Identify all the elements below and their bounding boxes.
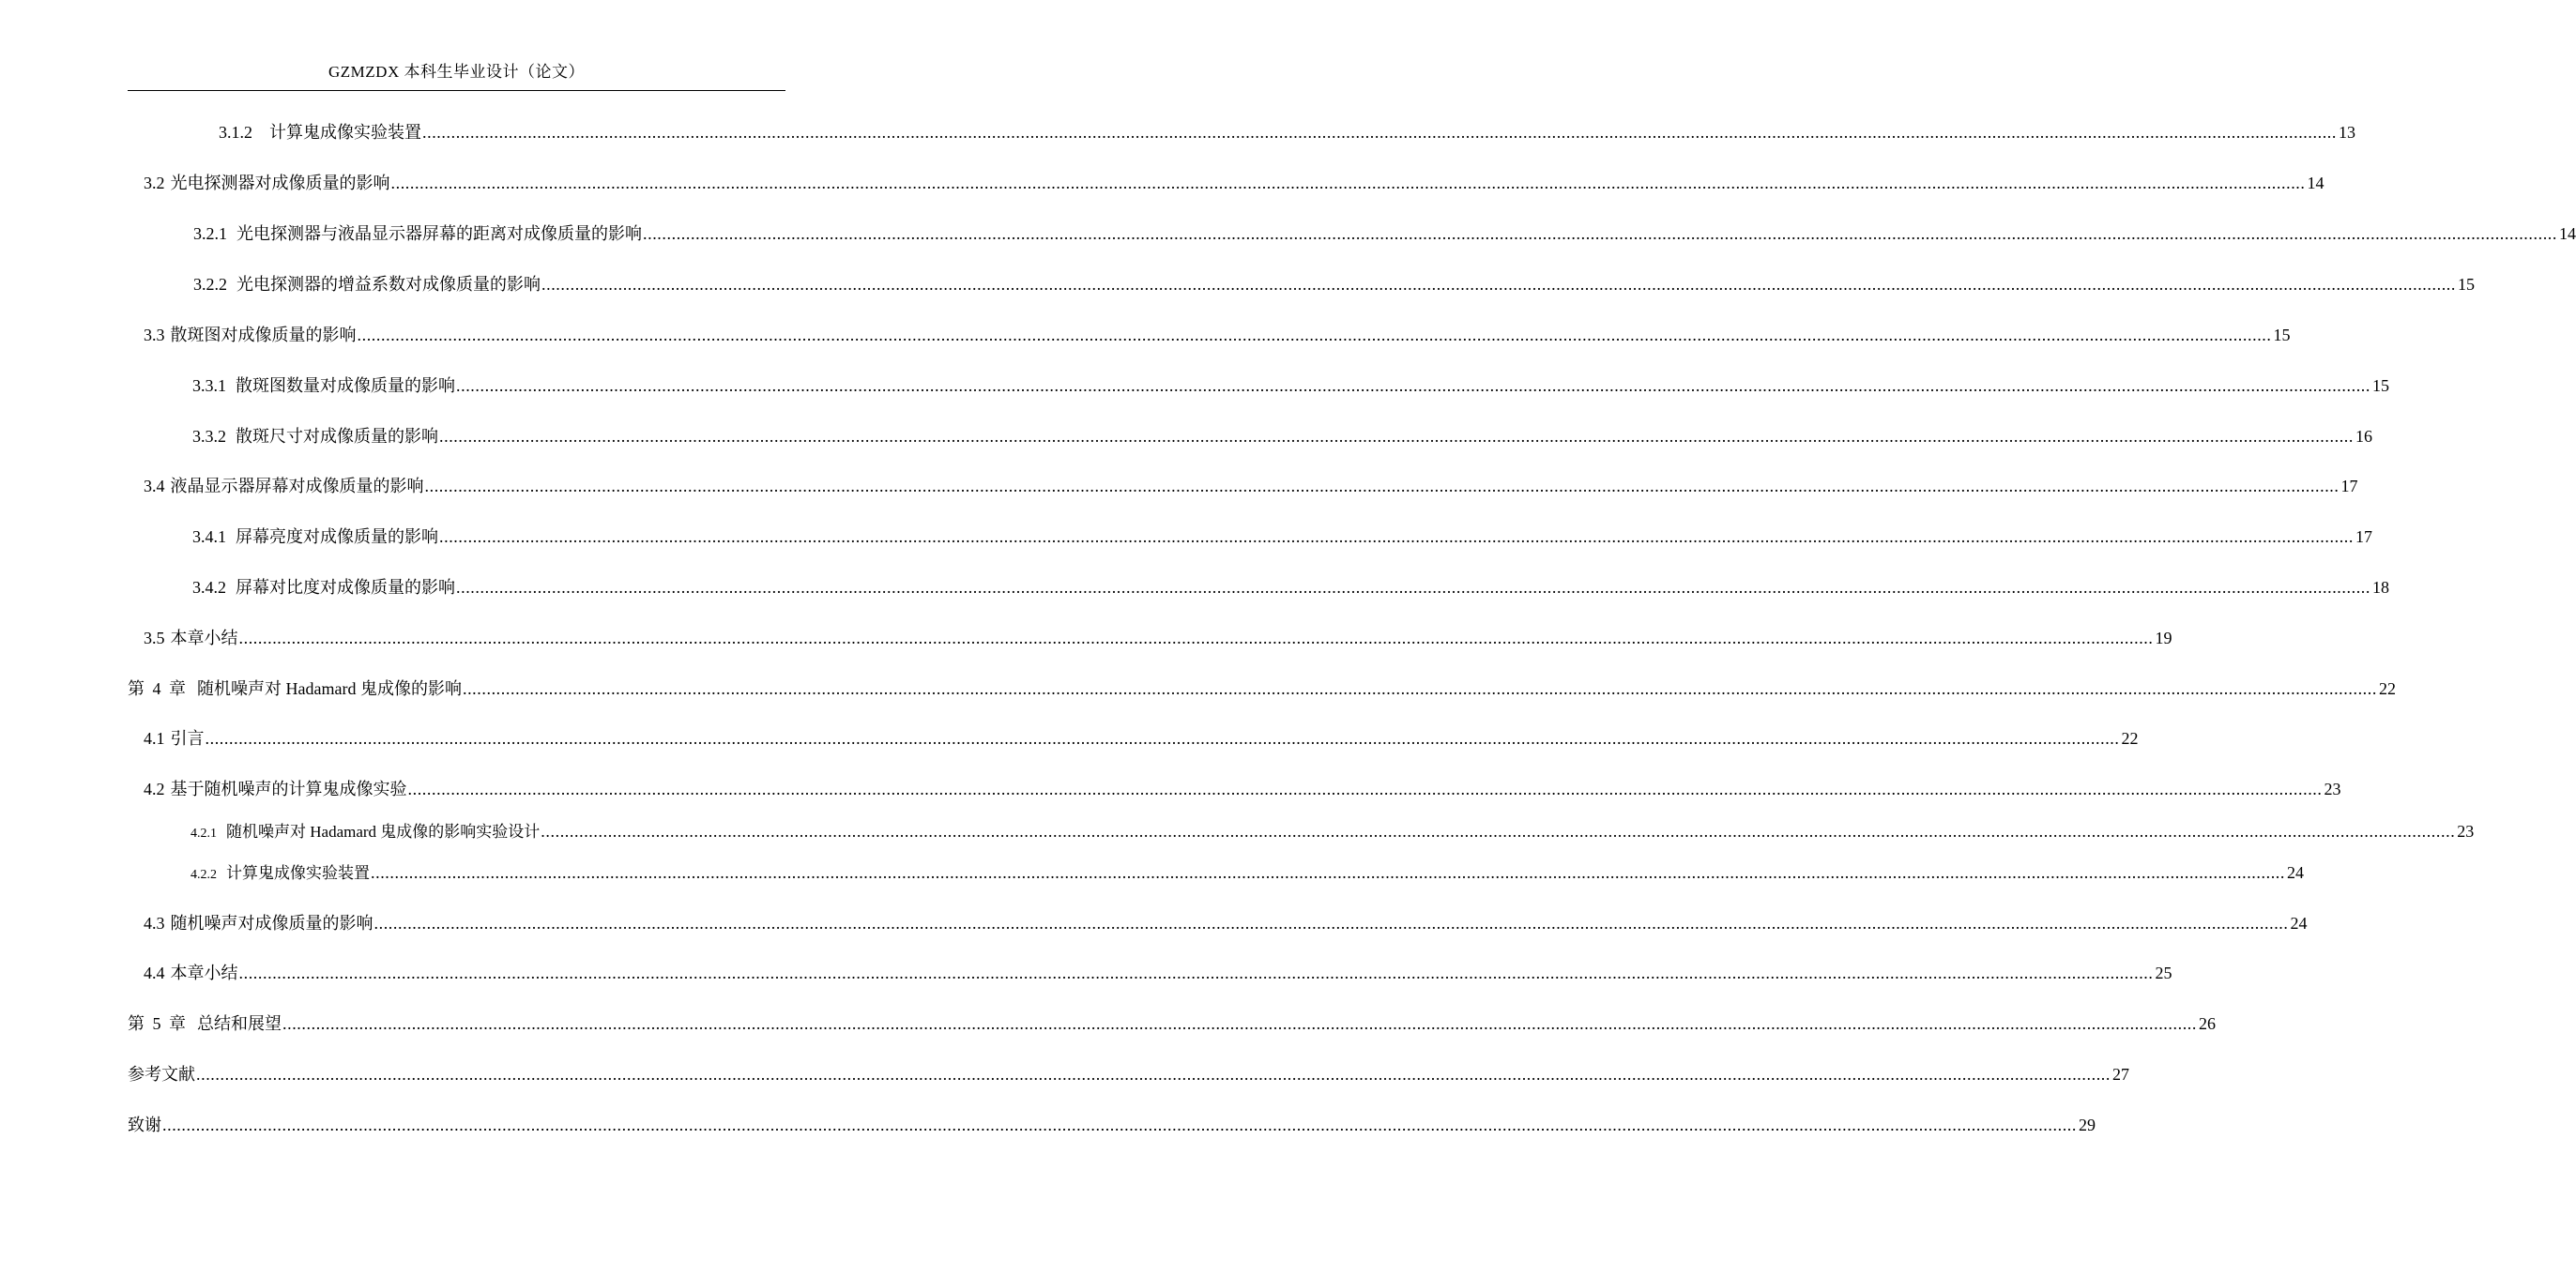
toc-entry-3-4-1[interactable] bbox=[192, 524, 2372, 549]
dot-leader: ................................................................................................................................................................................................................................................................................................................................................................................................................ bbox=[422, 123, 2337, 142]
entry-number: 3.4.2 bbox=[192, 578, 226, 597]
entry-number: 3.2.2 bbox=[193, 275, 227, 294]
entry-title: 致谢 bbox=[128, 1116, 161, 1134]
dot-leader: ................................................................................................................................................................................................................................................................................................................................................................................................................ bbox=[371, 863, 2285, 882]
toc-entry-3-3-1[interactable] bbox=[192, 373, 2389, 398]
dot-leader: ................................................................................................................................................................................................................................................................................................................................................................................................................ bbox=[407, 780, 2323, 798]
entry-page-number: 22 bbox=[2378, 679, 2396, 698]
entry-number: 第 5 章 bbox=[128, 1014, 186, 1033]
entry-page-number: 24 bbox=[2290, 914, 2308, 933]
dot-leader: ................................................................................................................................................................................................................................................................................................................................................................................................................ bbox=[439, 527, 2354, 546]
entry-page-number: 24 bbox=[2287, 863, 2304, 882]
entry-title: 屏幕对比度对成像质量的影响 bbox=[236, 578, 455, 597]
dot-leader: ................................................................................................................................................................................................................................................................................................................................................................................................................ bbox=[439, 427, 2354, 446]
entry-title: 散斑图对成像质量的影响 bbox=[170, 326, 357, 344]
toc-entry-chapter-4[interactable] bbox=[128, 676, 2396, 701]
entry-title: 本章小结 bbox=[170, 964, 238, 982]
toc-entry-3-2[interactable] bbox=[144, 171, 2324, 195]
toc-entry-acknowledgements[interactable] bbox=[128, 1113, 2096, 1137]
entry-page-number: 15 bbox=[2273, 326, 2291, 344]
entry-title: 计算鬼成像实验装置 bbox=[226, 864, 370, 882]
entry-title: 随机噪声对成像质量的影响 bbox=[170, 914, 373, 933]
dot-leader: ................................................................................................................................................................................................................................................................................................................................................................................................................ bbox=[162, 1116, 2077, 1134]
toc-entry-4-1[interactable] bbox=[144, 726, 2139, 751]
entry-page-number: 22 bbox=[2121, 729, 2139, 748]
toc-entry-3-3-2[interactable] bbox=[192, 424, 2372, 448]
entry-title: 液晶显示器屏幕对成像质量的影响 bbox=[170, 477, 424, 495]
entry-page-number: 26 bbox=[2199, 1014, 2216, 1033]
toc-entry-references[interactable] bbox=[128, 1062, 2129, 1086]
entry-title: 光电探测器对成像质量的影响 bbox=[170, 174, 390, 192]
entry-page-number: 17 bbox=[2355, 527, 2372, 546]
toc-entry-3-1-2[interactable] bbox=[219, 120, 2355, 144]
page-header: GZMZDX 本科生毕业设计（论文） bbox=[328, 63, 585, 81]
entry-page-number: 23 bbox=[2457, 822, 2475, 841]
dot-leader: ................................................................................................................................................................................................................................................................................................................................................................................................................ bbox=[462, 679, 2377, 698]
dot-leader: ................................................................................................................................................................................................................................................................................................................................................................................................................ bbox=[373, 914, 2289, 933]
dot-leader: ................................................................................................................................................................................................................................................................................................................................................................................................................ bbox=[541, 275, 2456, 294]
entry-number: 3.2.1 bbox=[193, 224, 227, 243]
dot-leader: ................................................................................................................................................................................................................................................................................................................................................................................................................ bbox=[205, 729, 2120, 748]
toc-entry-4-2-1[interactable] bbox=[191, 819, 2475, 843]
entry-title: 散斑尺寸对成像质量的影响 bbox=[236, 427, 438, 446]
entry-page-number: 14 bbox=[2559, 224, 2576, 243]
toc-entry-3-3[interactable] bbox=[144, 323, 2291, 347]
entry-title: 参考文献 bbox=[128, 1065, 195, 1084]
entry-number: 3.2 bbox=[144, 174, 165, 192]
toc-entry-4-4[interactable] bbox=[144, 961, 2172, 985]
entry-title: 散斑图数量对成像质量的影响 bbox=[236, 376, 455, 395]
dot-leader: ................................................................................................................................................................................................................................................................................................................................................................................................................ bbox=[238, 964, 2154, 982]
entry-page-number: 14 bbox=[2307, 174, 2324, 192]
entry-number: 3.1.2 bbox=[219, 123, 252, 142]
entry-title: 引言 bbox=[170, 729, 205, 748]
entry-page-number: 27 bbox=[2112, 1065, 2129, 1084]
entry-number: 4.4 bbox=[144, 964, 165, 982]
entry-number: 3.4 bbox=[144, 477, 165, 495]
entry-page-number: 15 bbox=[2372, 376, 2389, 395]
toc-entry-3-4-2[interactable] bbox=[192, 575, 2389, 600]
entry-title: 总结和展望 bbox=[197, 1014, 282, 1033]
toc-entry-3-2-1[interactable] bbox=[193, 221, 2576, 246]
toc-entry-3-4[interactable] bbox=[144, 474, 2358, 498]
dot-leader: ................................................................................................................................................................................................................................................................................................................................................................................................................ bbox=[282, 1014, 2197, 1033]
dot-leader: ................................................................................................................................................................................................................................................................................................................................................................................................................ bbox=[357, 326, 2272, 344]
entry-number: 3.3.2 bbox=[192, 427, 226, 446]
entry-page-number: 17 bbox=[2340, 477, 2358, 495]
entry-number: 3.5 bbox=[144, 629, 165, 647]
entry-title: 随机噪声对 Hadamard 鬼成像的影响实验设计 bbox=[226, 823, 541, 841]
dot-leader: ................................................................................................................................................................................................................................................................................................................................................................................................................ bbox=[456, 376, 2370, 395]
entry-number: 3.3 bbox=[144, 326, 165, 344]
entry-title: 屏幕亮度对成像质量的影响 bbox=[236, 527, 438, 546]
toc-entry-4-3[interactable] bbox=[144, 911, 2308, 935]
entry-page-number: 18 bbox=[2372, 578, 2389, 597]
toc-entry-chapter-5[interactable] bbox=[128, 1011, 2216, 1036]
entry-page-number: 19 bbox=[2155, 629, 2172, 647]
dot-leader: ................................................................................................................................................................................................................................................................................................................................................................................................................ bbox=[196, 1065, 2111, 1084]
entry-number: 4.2 bbox=[144, 780, 165, 798]
entry-number: 4.3 bbox=[144, 914, 165, 933]
dot-leader: ................................................................................................................................................................................................................................................................................................................................................................................................................ bbox=[541, 822, 2456, 841]
entry-number: 3.3.1 bbox=[192, 376, 226, 395]
entry-page-number: 25 bbox=[2155, 964, 2172, 982]
entry-title: 光电探测器的增益系数对成像质量的影响 bbox=[236, 275, 541, 294]
toc-entry-3-5[interactable] bbox=[144, 626, 2172, 650]
entry-page-number: 13 bbox=[2339, 123, 2355, 142]
dot-leader: ................................................................................................................................................................................................................................................................................................................................................................................................................ bbox=[390, 174, 2306, 192]
dot-leader: ................................................................................................................................................................................................................................................................................................................................................................................................................ bbox=[456, 578, 2370, 597]
entry-page-number: 29 bbox=[2079, 1116, 2096, 1134]
entry-number: 3.4.1 bbox=[192, 527, 226, 546]
toc-entry-4-2-2[interactable] bbox=[191, 860, 2304, 885]
entry-number: 4.1 bbox=[144, 729, 165, 748]
entry-title: 随机噪声对 Hadamard 鬼成像的影响 bbox=[197, 679, 462, 698]
toc-entry-4-2[interactable] bbox=[144, 777, 2341, 801]
entry-number: 4.2.2 bbox=[191, 868, 217, 882]
entry-page-number: 23 bbox=[2324, 780, 2341, 798]
entry-page-number: 16 bbox=[2355, 427, 2372, 446]
entry-number: 第 4 章 bbox=[128, 679, 186, 698]
entry-title: 光电探测器与液晶显示器屏幕的距离对成像质量的影响 bbox=[236, 224, 642, 243]
entry-title: 计算鬼成像实验装置 bbox=[269, 123, 421, 142]
entry-number: 4.2.1 bbox=[191, 827, 217, 841]
entry-page-number: 15 bbox=[2458, 275, 2475, 294]
toc-entry-3-2-2[interactable] bbox=[193, 272, 2475, 296]
dot-leader: ................................................................................................................................................................................................................................................................................................................................................................................................................ bbox=[238, 629, 2154, 647]
dot-leader: ................................................................................................................................................................................................................................................................................................................................................................................................................ bbox=[643, 224, 2557, 243]
entry-title: 基于随机噪声的计算鬼成像实验 bbox=[170, 780, 407, 798]
dot-leader: ................................................................................................................................................................................................................................................................................................................................................................................................................ bbox=[424, 477, 2340, 495]
entry-title: 本章小结 bbox=[170, 629, 238, 647]
